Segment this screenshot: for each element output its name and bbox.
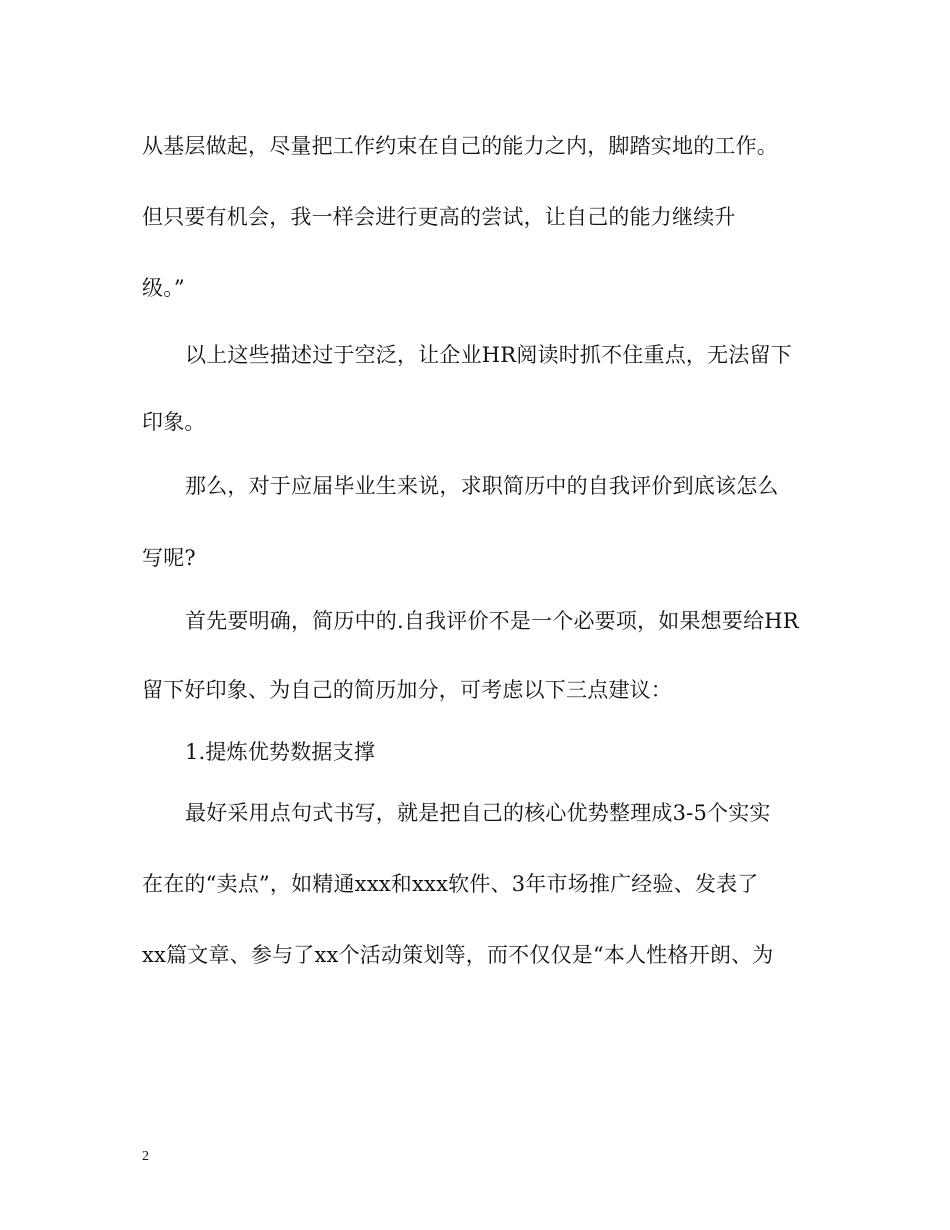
page-number: 2 — [142, 1149, 149, 1164]
text-line-4: 以上这些描述过于空泛，让企业HR阅读时抓不住重点，无法留下 — [185, 343, 792, 367]
text-line-7: 写呢? — [142, 546, 196, 570]
text-line-5: 印象。 — [142, 410, 206, 434]
text-line-6: 那么，对于应届毕业生来说，求职简历中的自我评价到底该怎么 — [185, 474, 779, 498]
text-line-11: 最好采用点句式书写，就是把自己的核心优势整理成3-5个实实 — [185, 801, 771, 825]
section-heading: 1.提炼优势数据支撑 — [185, 740, 376, 764]
text-line-13: xx篇文章、参与了xx个活动策划等，而不仅仅是“本人性格开朗、为 — [142, 943, 774, 967]
text-line-1: 从基层做起，尽量把工作约束在自己的能力之内，脚踏实地的工作。 — [142, 134, 778, 158]
text-line-8: 首先要明确，简历中的.自我评价不是一个必要项，如果想要给HR — [185, 609, 799, 633]
text-line-2: 但只要有机会，我一样会进行更高的尝试，让自己的能力继续升 — [142, 205, 736, 229]
text-line-12: 在在的“卖点”，如精通xxx和xxx软件、3年市场推广经验、发表了 — [142, 872, 759, 896]
text-line-3: 级。” — [142, 276, 185, 300]
text-line-9: 留下好印象、为自己的简历加分，可考虑以下三点建议： — [142, 678, 672, 702]
